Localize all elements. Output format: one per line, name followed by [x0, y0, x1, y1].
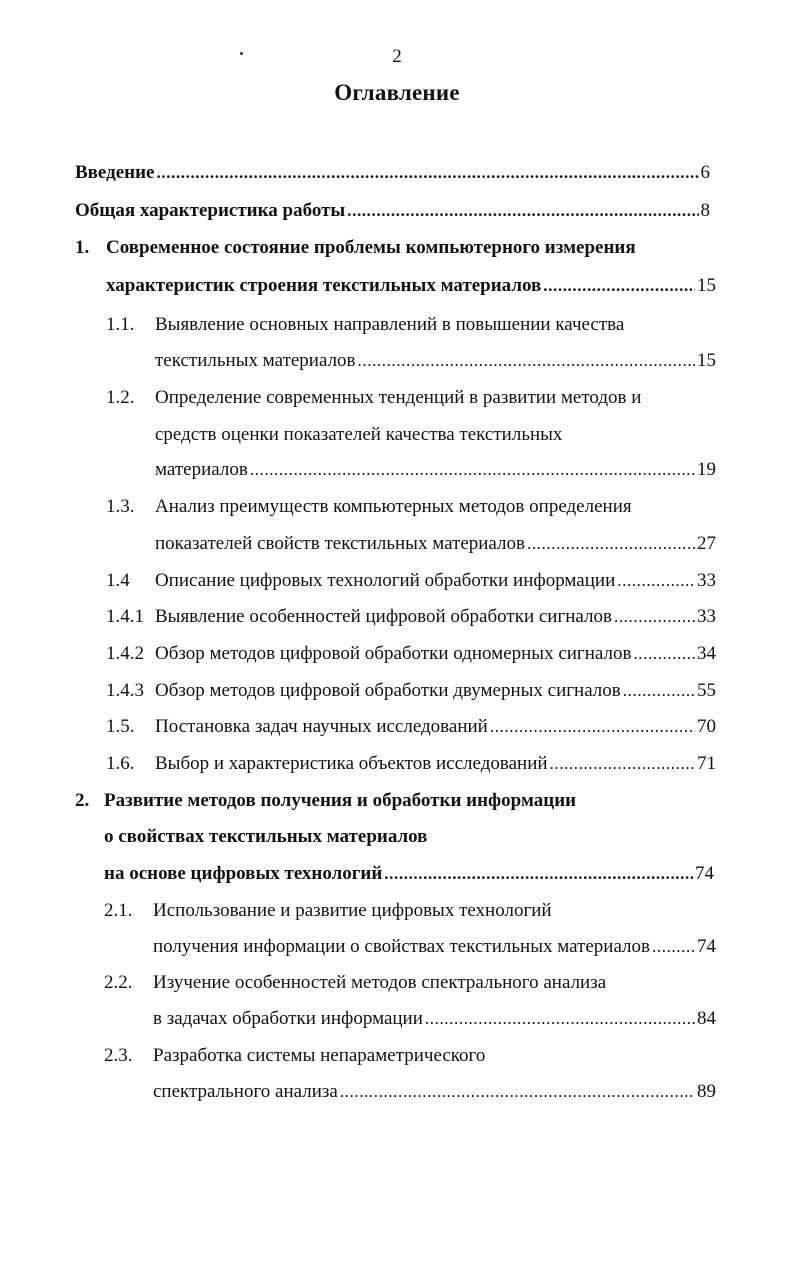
toc-entry-1-3-line1[interactable] [106, 488, 716, 518]
toc-entry-text: в задачах обработки информации [153, 1008, 423, 1029]
toc-entry-text: на основе цифровых технологий [104, 863, 383, 884]
toc-entry-text: Использование и развитие цифровых технологий [153, 900, 552, 921]
toc-entry-text: Современное состояние проблемы компьютерного измерения [106, 237, 636, 258]
toc-entry-number: 1.4.1 [106, 606, 144, 627]
toc-entry-chapter-1-line1[interactable] [75, 229, 715, 259]
toc-entry-1-1-line2[interactable] [155, 342, 716, 372]
toc-entry-number: 2. [75, 790, 90, 811]
toc-entry-text: средств оценки показателей качества текстильных [155, 424, 563, 445]
toc-entry-number: 1.4.3 [106, 680, 144, 701]
toc-entry-number: 1. [75, 237, 90, 258]
toc-entry-text: Обзор методов цифровой обработки одномерных сигналов [155, 643, 632, 664]
dot-leader [157, 160, 699, 184]
toc-entry-text: Выявление особенностей цифровой обработки сигналов [155, 606, 612, 627]
dot-leader [633, 641, 695, 665]
toc-entry-1-2-line1[interactable] [106, 379, 716, 409]
toc-entry-1-4[interactable] [106, 562, 716, 592]
toc-entry-1-2-line3[interactable] [155, 451, 716, 481]
toc-entry-page: 6 [700, 162, 710, 183]
toc-entry-text: о свойствах текстильных материалов [104, 826, 428, 847]
toc-entry-text: Развитие методов получения и обработки информации [104, 790, 577, 811]
toc-entry-1-6[interactable] [106, 745, 716, 775]
toc-entry-number: 1.3. [106, 496, 135, 517]
toc-entry-text: Постановка задач научных исследований [155, 716, 488, 737]
toc-entry-1-5[interactable] [106, 708, 716, 738]
toc-entry-introduction[interactable] [75, 154, 710, 184]
toc-entry-chapter-1-line2[interactable] [106, 267, 716, 297]
dot-leader [347, 198, 698, 222]
dot-leader [490, 714, 695, 738]
toc-entry-2-3-line1[interactable] [104, 1037, 716, 1067]
toc-entry-1-3-line2[interactable] [155, 525, 716, 555]
toc-entry-page: 70 [697, 716, 716, 737]
toc-entry-number: 1.4.2 [106, 643, 144, 664]
toc-entry-page: 8 [700, 200, 710, 221]
dot-leader [425, 1006, 695, 1030]
toc-entry-number: 2.3. [104, 1045, 133, 1066]
toc-entry-2-1-line2[interactable] [153, 928, 716, 958]
toc-entry-text: Общая характеристика работы [75, 200, 346, 221]
toc-entry-number: 1.1. [106, 314, 135, 335]
toc-entry-text: материалов [155, 459, 248, 480]
toc-entry-text: показателей свойств текстильных материалов [155, 533, 525, 554]
dot-leader [543, 273, 695, 297]
page-number: 2 [392, 46, 402, 67]
toc-entry-chapter-2-line1[interactable] [75, 782, 715, 812]
dot-leader [614, 604, 695, 628]
toc-entry-text: Обзор методов цифровой обработки двумерных сигналов [155, 680, 621, 701]
dot-leader [617, 568, 695, 592]
toc-entry-text: Выявление основных направлений в повышении качества [155, 314, 625, 335]
toc-entry-page: 89 [697, 1081, 716, 1102]
toc-entry-1-2-line2[interactable] [155, 416, 716, 446]
toc-entry-number: 1.2. [106, 387, 135, 408]
toc-entry-text: Определение современных тенденций в развитии методов и [155, 387, 642, 408]
toc-entry-text: Описание цифровых технологий обработки информации [155, 570, 616, 591]
toc-entry-1-1-line1[interactable] [106, 306, 716, 336]
toc-entry-1-4-2[interactable] [106, 635, 716, 665]
page-title: Оглавление [334, 80, 460, 105]
toc-entry-page: 55 [697, 680, 716, 701]
toc-entry-2-1-line1[interactable] [104, 892, 716, 922]
toc-entry-chapter-2-line3[interactable] [104, 855, 714, 885]
dot-leader [527, 531, 695, 555]
dot-leader [623, 678, 695, 702]
toc-entry-text: текстильных материалов [155, 350, 356, 371]
toc-entry-number: 2.1. [104, 900, 133, 921]
toc-entry-text: Выбор и характеристика объектов исследований [155, 753, 548, 774]
toc-entry-text: Введение [75, 162, 155, 183]
toc-entry-number: 2.2. [104, 972, 133, 993]
toc-entry-1-4-1[interactable] [106, 598, 716, 628]
toc-entry-page: 84 [697, 1008, 716, 1029]
toc-entry-text: получения информации о свойствах текстильных материалов [153, 936, 651, 957]
toc-entry-page: 27 [697, 533, 716, 554]
toc-entry-text: Разработка системы непараметрического [153, 1045, 486, 1066]
toc-entry-general[interactable] [75, 192, 710, 222]
toc-entry-page: 15 [697, 275, 716, 296]
toc-entry-text: спектрального анализа [153, 1081, 338, 1102]
dot-leader [384, 861, 693, 885]
toc-entry-2-2-line1[interactable] [104, 964, 716, 994]
toc-entry-number: 1.4 [106, 570, 130, 591]
toc-entry-page: 33 [697, 570, 716, 591]
toc-entry-2-2-line2[interactable] [153, 1000, 716, 1030]
toc-entry-number: 1.6. [106, 753, 135, 774]
toc-entry-chapter-2-line2[interactable] [104, 818, 714, 848]
toc-entry-text: Анализ преимуществ компьютерных методов определения [155, 496, 632, 517]
toc-entry-2-3-line2[interactable] [153, 1073, 716, 1103]
toc-entry-page: 19 [697, 459, 716, 480]
toc-entry-page: 15 [697, 350, 716, 371]
dot-leader [358, 348, 695, 372]
toc-entry-text: Изучение особенностей методов спектрального анализа [153, 972, 607, 993]
toc-entry-page: 74 [697, 936, 716, 957]
toc-entry-page: 34 [697, 643, 716, 664]
toc-entry-number: 1.5. [106, 716, 135, 737]
dot-leader [340, 1079, 695, 1103]
dot-leader [250, 457, 695, 481]
toc-entry-page: 33 [697, 606, 716, 627]
toc-entry-1-4-3[interactable] [106, 672, 716, 702]
toc-entry-text: характеристик строения текстильных материалов [106, 275, 542, 296]
dot-leader [550, 751, 695, 775]
toc-entry-page: 71 [697, 753, 716, 774]
toc-entry-page: 74 [695, 863, 714, 884]
dot-leader [652, 934, 695, 958]
